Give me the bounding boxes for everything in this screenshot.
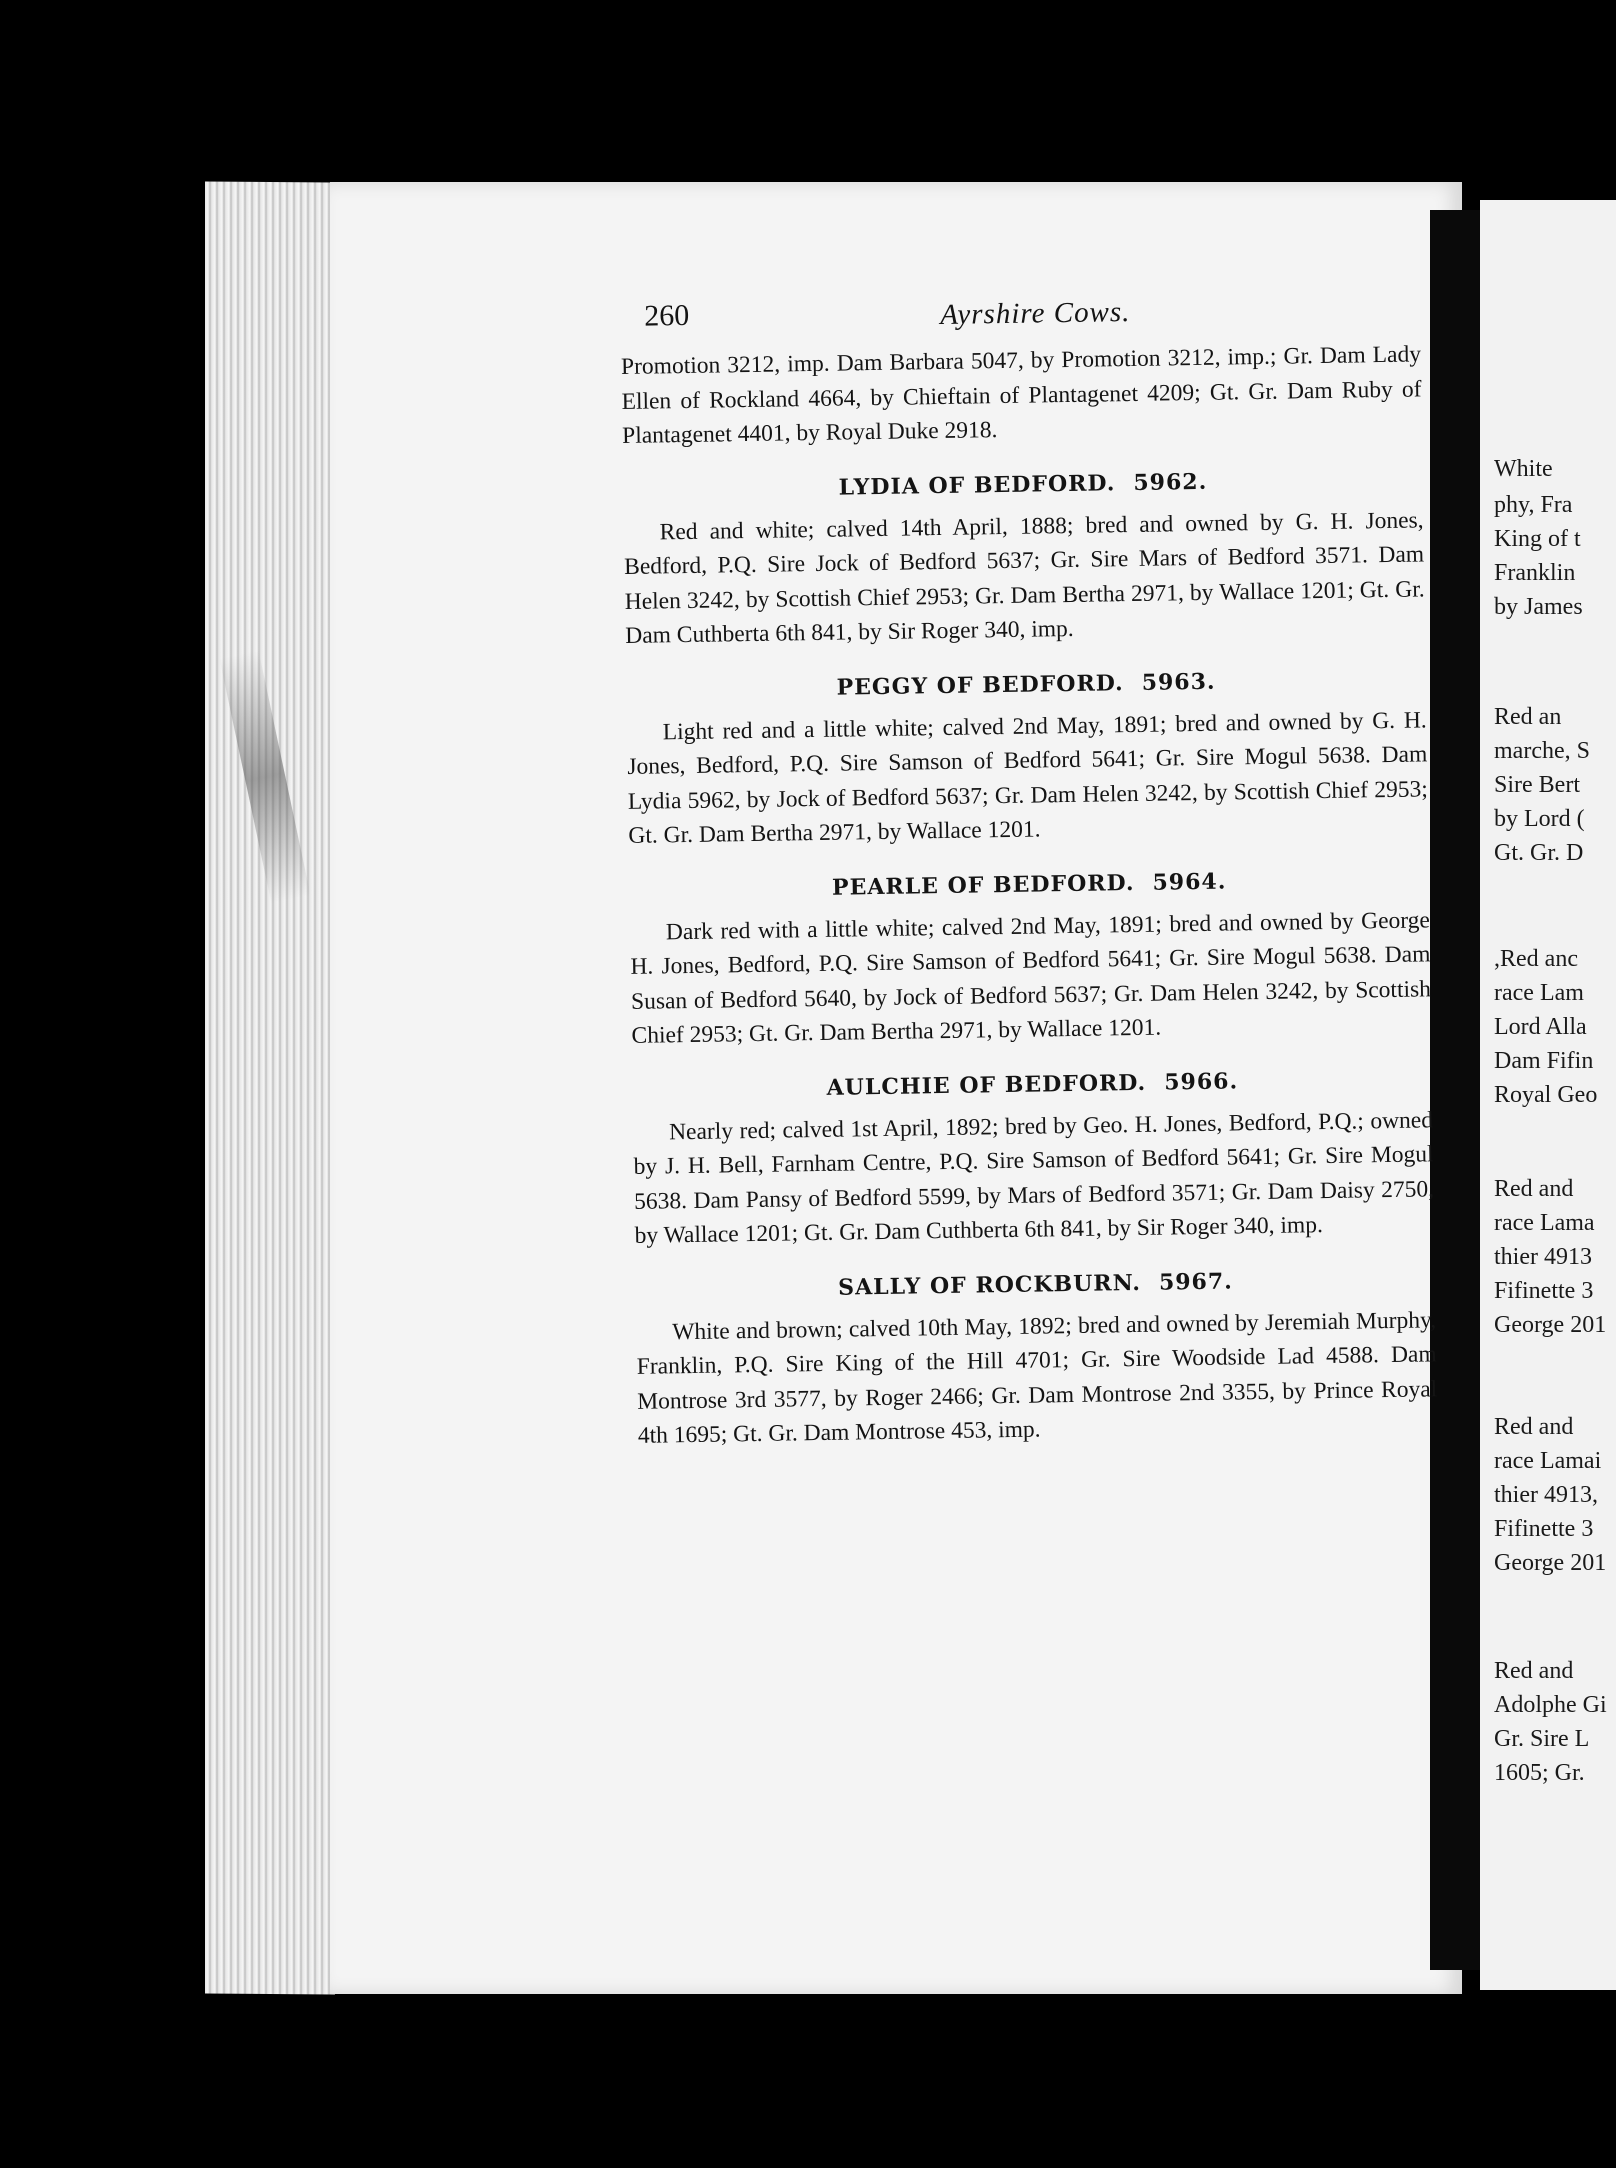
facing-page-line: Franklin xyxy=(1494,560,1576,586)
pedigree-entry xyxy=(629,865,1432,1054)
facing-page-line: George 201 xyxy=(1494,1312,1607,1338)
herd-book-number: 5967. xyxy=(1158,1267,1234,1296)
pedigree-entry xyxy=(632,1065,1435,1254)
cow-name: SALLY OF ROCKBURN. xyxy=(837,1269,1142,1301)
page-stack-edges xyxy=(205,182,335,1995)
facing-page-line: Red and xyxy=(1494,1658,1574,1684)
facing-page-line: ,Red anc xyxy=(1494,946,1578,972)
facing-page xyxy=(1480,200,1616,1990)
facing-page-line: White xyxy=(1494,456,1553,482)
running-title: Ayrshire Cows. xyxy=(940,295,1131,331)
facing-page-line: Fifinette 3 xyxy=(1494,1516,1594,1542)
facing-page-line: phy, Fra xyxy=(1494,492,1573,518)
cow-name: AULCHIE OF BEDFORD. xyxy=(826,1069,1147,1101)
entry-heading xyxy=(629,865,1429,904)
facing-page-line: marche, S xyxy=(1494,738,1590,764)
pedigree-entry xyxy=(626,665,1429,854)
cow-name: LYDIA OF BEDFORD. xyxy=(838,469,1116,501)
facing-page-line: by James xyxy=(1494,594,1583,620)
facing-page-line: Royal Geo xyxy=(1494,1082,1598,1108)
entry-text: White and brown; calved 10th May, 1892; bred and owned by Jeremiah Murphy, Franklin, P.Q. Sire King of the Hill 4701; Gr. Sire Woodside Lad 4588. Dam Montrose 3rd 3577, by Roger 2466; Gr. Dam Montrose 2nd 3355, by Prince Royal 4th 1695; Gt. Gr. Dam Montrose 453, imp. xyxy=(636,1306,1438,1449)
entry-heading xyxy=(626,665,1426,704)
facing-page-line: thier 4913, xyxy=(1494,1482,1598,1508)
herd-book-number: 5966. xyxy=(1164,1067,1239,1096)
facing-page-line: race Lamai xyxy=(1494,1448,1602,1474)
herd-book-number: 5963. xyxy=(1141,668,1216,696)
pedigree-entry xyxy=(623,465,1426,654)
facing-page-line: Adolphe Gi xyxy=(1494,1692,1607,1718)
herd-book-number: 5962. xyxy=(1133,468,1208,496)
entry-text: Dark red with a little white; calved 2nd May, 1891; bred and owned by George H. Jones, Bedford, P.Q. Sire Samson of Bedford 5641; Gr. Sire Mogul 5638. Dam Susan of Bedford 5640, by Jock of Bedford 5637; Gr. Dam Helen 3242, by Scottish Chief 2953; Gt. Gr. Dam Bertha 2971, by Wallace 1201. xyxy=(630,906,1432,1049)
facing-page-line: Lord Alla xyxy=(1494,1014,1587,1040)
herd-book-number: 5964. xyxy=(1152,868,1227,896)
facing-page-line: race Lam xyxy=(1494,980,1584,1006)
cow-name: PEGGY OF BEDFORD. xyxy=(836,669,1124,701)
facing-page-line: race Lama xyxy=(1494,1210,1595,1236)
entry-text: Red and white; calved 14th April, 1888; bred and owned by G. H. Jones, Bedford, P.Q. Sire Jock of Bedford 5637; Gr. Sire Mars of Bedford 3571. Dam Helen 3242, by Scottish Chief 2953; Gr. Dam Bertha 2971, by Wallace 1201; Gt. Gr. Dam Cuthberta 6th 841, by Sir Roger 340, imp. xyxy=(623,506,1425,649)
facing-page-line: King of t xyxy=(1494,526,1581,552)
continuation-paragraph: Promotion 3212, imp. Dam Barbara 5047, by Promotion 3212, imp.; Gr. Dam Lady Ellen of Rockland 4664, by Chieftain of Plantagenet 4209; Gt. Gr. Dam Ruby of Plantagenet 4401, by Royal Duke 2918. xyxy=(620,341,1422,449)
facing-page-line: thier 4913 xyxy=(1494,1244,1592,1270)
facing-page-line: Red and xyxy=(1494,1414,1574,1440)
entry-text: Light red and a little white; calved 2nd May, 1891; bred and owned by G. H. Jones, Bedford, P.Q. Sire Samson of Bedford 5641; Gr. Sire Mogul 5638. Dam Lydia 5962, by Jock of Bedford 5637; Gr. Dam Helen 3242, by Scottish Chief 2953; Gt. Gr. Dam Bertha 2971, by Wallace 1201. xyxy=(627,706,1428,849)
facing-page-line: Dam Fifin xyxy=(1494,1048,1594,1074)
pedigree-entry xyxy=(635,1265,1438,1454)
facing-page-line: Sire Bert xyxy=(1494,772,1580,798)
facing-page-line: Red an xyxy=(1494,704,1562,730)
entry-heading xyxy=(623,465,1423,504)
facing-page-line: Red and xyxy=(1494,1176,1574,1202)
edge-shadow xyxy=(219,650,310,903)
facing-page-line: 1605; Gr. xyxy=(1494,1760,1585,1786)
page-text xyxy=(620,287,1438,1463)
facing-page-line: by Lord ( xyxy=(1494,806,1585,832)
entry-heading xyxy=(632,1065,1432,1104)
cow-name: PEARLE OF BEDFORD. xyxy=(831,869,1135,901)
facing-page-line: Gr. Sire L xyxy=(1494,1726,1590,1752)
page-number: 260 xyxy=(643,298,690,333)
entry-text: Nearly red; calved 1st April, 1892; bred by Geo. H. Jones, Bedford, P.Q.; owned by J. H. Bell, Farnham Centre, P.Q. Sire Samson of Bedford 5641; Gr. Sire Mogul 5638. Dam Pansy of Bedford 5599, by Mars of Bedford 3571; Gr. Dam Daisy 2750, by Wallace 1201; Gt. Gr. Dam Cuthberta 6th 841, by Sir Roger 340, imp. xyxy=(633,1106,1435,1249)
facing-page-line: Fifinette 3 xyxy=(1494,1278,1594,1304)
facing-page-line: George 201 xyxy=(1494,1550,1607,1576)
entry-heading xyxy=(635,1265,1435,1304)
facing-page-line: Gt. Gr. D xyxy=(1494,840,1584,866)
